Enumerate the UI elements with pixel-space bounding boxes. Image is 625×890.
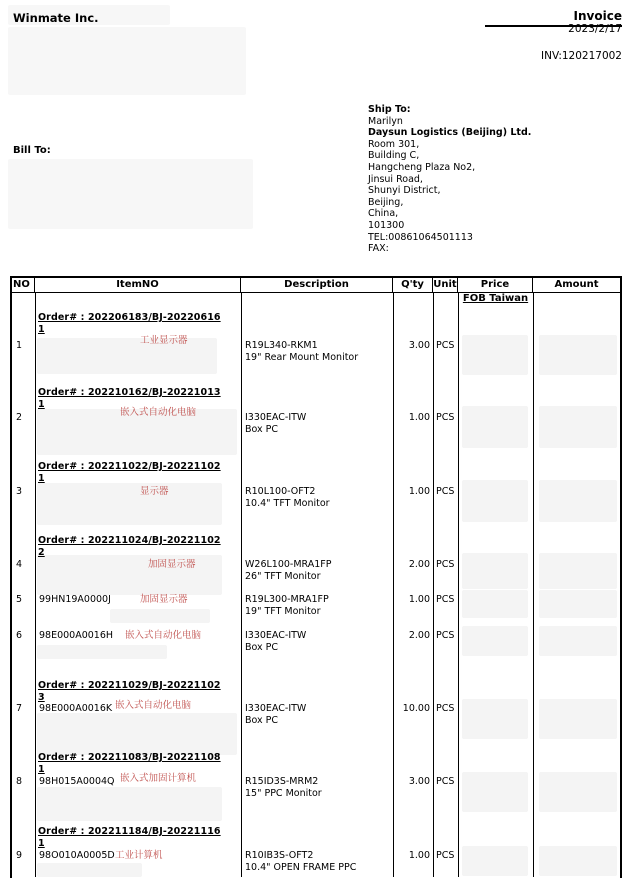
ship-to-fax: FAX: xyxy=(368,243,389,255)
redacted-amount xyxy=(539,590,617,618)
ship-to-address-line: Hangcheng Plaza No2, xyxy=(368,161,476,173)
order-number-wrap: 1 xyxy=(38,764,45,775)
ship-to-tel: TEL:00861064501113 xyxy=(368,231,473,243)
item-description: 15" PPC Monitor xyxy=(245,788,322,799)
redacted-bill-to-address xyxy=(8,159,253,229)
ship-to-address-line: Beijing, xyxy=(368,196,404,208)
redacted-price xyxy=(462,699,528,739)
unit-value: PCS xyxy=(436,850,455,861)
ship-to-address-line: China, xyxy=(368,208,399,220)
redacted-amount xyxy=(539,699,617,739)
redacted-item-number xyxy=(37,713,237,755)
order-number-line: Order# : 202210162/BJ-20221013 xyxy=(38,387,221,398)
unit-value: PCS xyxy=(436,630,455,641)
item-name-cn: 工业计算机 xyxy=(115,850,163,861)
ship-to-address-line: Shunyi District, xyxy=(368,185,441,197)
model-number: R19L300-MRA1FP xyxy=(245,594,329,605)
order-number-line: Order# : 202211022/BJ-20221102 xyxy=(38,461,221,472)
item-name-cn: 嵌入式自动化电脑 xyxy=(115,700,192,711)
redacted-price xyxy=(462,335,528,375)
ship-to-label: Ship To: xyxy=(368,104,411,115)
qty-value: 3.00 xyxy=(408,776,430,787)
item-description: Box PC xyxy=(245,424,279,435)
qty-value: 10.00 xyxy=(402,703,430,714)
item-description: 19" Rear Mount Monitor xyxy=(245,352,359,363)
ship-to-block xyxy=(368,104,531,255)
model-number: R10IB3S-OFT2 xyxy=(245,850,314,861)
unit-value: PCS xyxy=(436,594,455,605)
item-number: 98H015A0004Q xyxy=(39,776,115,787)
redacted-amount xyxy=(539,406,617,448)
item-description: 10.4" TFT Monitor xyxy=(245,498,330,509)
price-terms-label: FOB Taiwan xyxy=(462,293,529,304)
redacted-price xyxy=(462,772,528,812)
item-name-cn: 嵌入式自动化电脑 xyxy=(120,407,197,418)
qty-value: 3.00 xyxy=(408,340,430,351)
qty-value: 2.00 xyxy=(408,630,430,641)
ship-to-address-line: Room 301, xyxy=(368,138,420,150)
row-no: 5 xyxy=(16,594,23,605)
col-header-itemno: ItemNO xyxy=(35,278,241,292)
order-number-wrap: 1 xyxy=(38,324,45,335)
col-header-amount: Amount xyxy=(554,279,599,290)
ship-to-address-line: Building C, xyxy=(368,150,420,162)
item-description: 26" TFT Monitor xyxy=(245,571,321,582)
col-header-price: Price xyxy=(458,278,533,292)
order-number-wrap: 1 xyxy=(38,473,45,484)
model-number: I330EAC-ITW xyxy=(245,630,307,641)
item-number: 98O010A0005D xyxy=(39,850,115,861)
order-number-line: Order# : 202211029/BJ-20221102 xyxy=(38,680,221,691)
ship-to-address-line: Jinsui Road, xyxy=(368,173,423,185)
redacted-amount xyxy=(539,480,617,522)
qty-value: 1.00 xyxy=(408,412,430,423)
redacted-item-number xyxy=(110,609,210,623)
invoice-table xyxy=(10,276,622,878)
redacted-price xyxy=(462,590,528,618)
redacted-amount xyxy=(539,626,617,656)
redacted-item-number xyxy=(37,338,217,374)
item-name-cn: 嵌入式自动化电脑 xyxy=(125,630,202,641)
item-description: 10.4" OPEN FRAME PPC xyxy=(245,862,357,873)
unit-value: PCS xyxy=(436,412,455,423)
redacted-amount xyxy=(539,846,617,876)
model-number: R19L340-RKM1 xyxy=(245,340,318,351)
order-number-line: Order# : 202211024/BJ-20221102 xyxy=(38,535,221,546)
row-no: 3 xyxy=(16,486,23,497)
ship-to-attention: Marilyn xyxy=(368,115,403,127)
col-header-description: Description xyxy=(241,278,393,292)
col-header-unit: Unit xyxy=(433,279,457,290)
model-number: W26L100-MRA1FP xyxy=(245,559,332,570)
unit-value: PCS xyxy=(436,703,455,714)
redacted-item-number xyxy=(37,645,167,659)
redacted-company-address xyxy=(8,27,246,95)
bill-to-label: Bill To: xyxy=(13,145,51,156)
order-number-wrap: 1 xyxy=(38,838,45,849)
row-no: 2 xyxy=(16,412,23,423)
col-header-no: NO xyxy=(12,278,35,292)
redacted-item-number xyxy=(37,863,142,877)
order-number-wrap: 3 xyxy=(38,692,45,703)
item-name-cn: 加固显示器 xyxy=(148,559,196,570)
item-description: 19" TFT Monitor xyxy=(245,606,321,617)
redacted-price xyxy=(462,553,528,589)
row-no: 6 xyxy=(16,630,23,641)
redacted-price xyxy=(462,846,528,876)
order-number-line: Order# : 202211083/BJ-20221108 xyxy=(38,752,221,763)
row-no: 4 xyxy=(16,559,23,570)
unit-value: PCS xyxy=(436,340,455,351)
item-number: 98E000A0016H xyxy=(39,630,114,641)
model-number: I330EAC-ITW xyxy=(245,412,307,423)
qty-value: 1.00 xyxy=(408,850,430,861)
redacted-item-number xyxy=(37,787,222,821)
company-name: Winmate Inc. xyxy=(13,11,99,25)
table-header-row xyxy=(12,278,620,293)
column-divider xyxy=(533,293,534,877)
model-number: R10L100-OFT2 xyxy=(245,486,316,497)
item-name-cn: 显示器 xyxy=(140,486,169,497)
invoice-title: Invoice xyxy=(573,9,622,23)
col-header-qty: Q'ty xyxy=(393,278,433,292)
model-number: R15ID3S-MRM2 xyxy=(245,776,319,787)
row-no: 8 xyxy=(16,776,23,787)
row-no: 1 xyxy=(16,340,23,351)
ship-to-address-line: 101300 xyxy=(368,219,405,231)
item-number: 98E000A0016K xyxy=(39,703,113,714)
qty-value: 1.00 xyxy=(408,594,430,605)
item-description: Box PC xyxy=(245,642,279,653)
column-divider xyxy=(35,293,36,877)
qty-value: 2.00 xyxy=(408,559,430,570)
invoice-date: 2023/2/17 xyxy=(568,23,622,35)
redacted-price xyxy=(462,480,528,522)
ship-to-company: Daysun Logistics (Beijing) Ltd. xyxy=(368,127,532,139)
column-divider xyxy=(241,293,242,877)
redacted-item-number xyxy=(37,483,222,525)
column-divider xyxy=(393,293,394,877)
row-no: 7 xyxy=(16,703,23,714)
qty-value: 1.00 xyxy=(408,486,430,497)
order-number-line: Order# : 202211184/BJ-20221116 xyxy=(38,826,221,837)
unit-value: PCS xyxy=(436,486,455,497)
order-number-wrap: 1 xyxy=(38,399,45,410)
item-name-cn: 工业显示器 xyxy=(140,335,188,346)
order-number-line: Order# : 202206183/BJ-20220616 xyxy=(38,312,221,323)
redacted-amount xyxy=(539,553,617,589)
model-number: I330EAC-ITW xyxy=(245,703,307,714)
redacted-price xyxy=(462,406,528,448)
item-name-cn: 嵌入式加固计算机 xyxy=(120,773,197,784)
item-name-cn: 加固显示器 xyxy=(140,594,188,605)
item-description: Box PC xyxy=(245,715,279,726)
redacted-amount xyxy=(539,335,617,375)
table-body xyxy=(12,293,620,877)
unit-value: PCS xyxy=(436,776,455,787)
row-no: 9 xyxy=(16,850,23,861)
unit-value: PCS xyxy=(436,559,455,570)
redacted-price xyxy=(462,626,528,656)
column-divider xyxy=(433,293,434,877)
invoice-number: INV:120217002 xyxy=(541,50,622,62)
order-number-wrap: 2 xyxy=(38,547,45,558)
column-divider xyxy=(458,293,459,877)
redacted-amount xyxy=(539,772,617,812)
item-number: 99HN19A0000J xyxy=(39,594,111,605)
